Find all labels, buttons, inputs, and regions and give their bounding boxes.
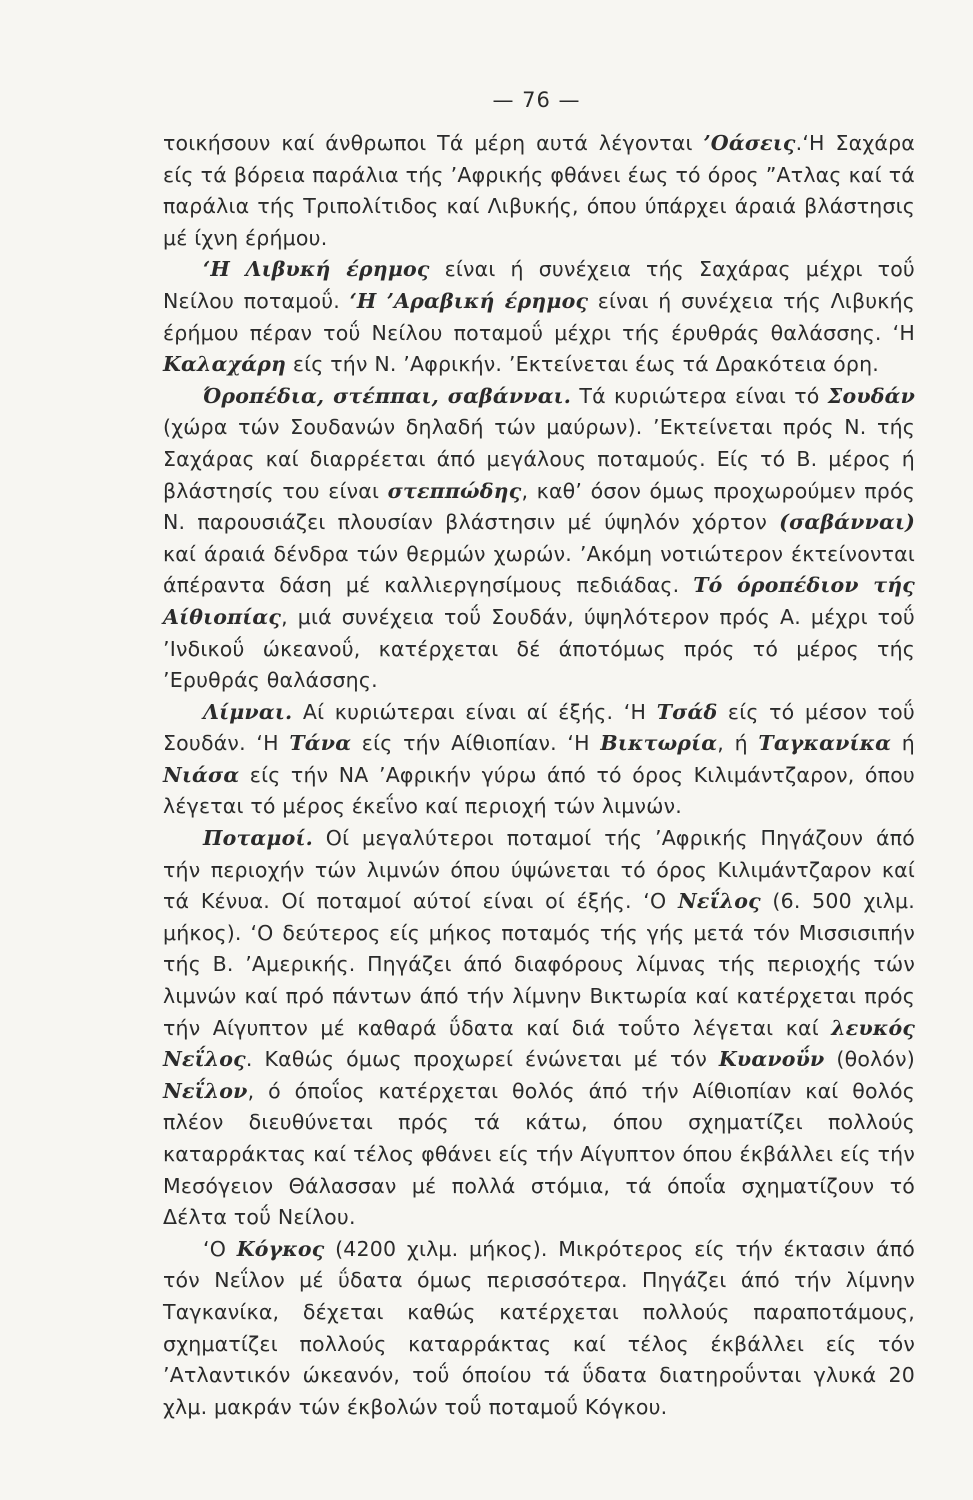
body-text xyxy=(163,128,915,1423)
paragraph-p4 xyxy=(163,697,915,823)
text-run: Αί κυριώτεραι είναι αί έξής. ‘Η xyxy=(292,699,657,724)
emphasized-term: Κόγκος xyxy=(236,1236,325,1261)
text-run: είναι ή συνέχεια τής Λιβυκής έρήμου πέραν τοΰ Νείλου ποταμοΰ μέχρι τής έρυθράς θαλάσσης. ‘Η xyxy=(163,288,915,345)
text-run: (6. 500 χιλμ. μήκος). ‘Ο δεύτερος είς μήκος ποταμός τής γής μετά τόν Μισσισιπήν τής Β. ’Αμερικής. Πηγάζει άπό διαφόρους λίμνας τής περιοχής τών λιμνών καί πρό πάντων άπό τήν λίμνην Βικτωρία καί κατέρχεται πρός τήν Αίγυπτον μέ καθαρά ΰδατα καί διά τοΰτο λέγεται καί xyxy=(163,889,915,1040)
text-run: τοικήσουν καί άνθρωποι Τά μέρη αυτά λέγονται xyxy=(163,131,704,155)
emphasized-term: Ποταμοί. xyxy=(203,826,313,851)
text-run: είς τήν ΝΑ ’Αφρικήν γύρω άπό τό όρος Κιλιμάντζαρον, όπου λέγεται τό μέρος έκεΐνο καί περιοχή τών λιμνών. xyxy=(163,762,915,819)
emphasized-term: Νεΐλος xyxy=(677,889,761,914)
text-run: .‘Η Σαχάρα είς τά βόρεια παράλια τής ’Αφρικής φθάνει έως τό όρος ”Ατλας καί τά παράλια τής Τριπολίτιδος καί Λιβυκής, όπου ύπάρχει άραιά βλάστησις μέ ίχνη έρήμου. xyxy=(163,131,916,250)
paragraph-p1 xyxy=(163,128,915,254)
emphasized-term: Λίμναι. xyxy=(203,699,293,724)
emphasized-term: (σαβάνναι) xyxy=(779,510,915,535)
emphasized-term: Τό όροπέδιον τής Αίθιοπίας xyxy=(163,573,915,629)
text-run: (χώρα τών Σουδανών δηλαδή τών μαύρων). ’Εκτείνεται πρός Ν. τής Σαχάρας καί διαρρέεται άπό μεγάλους ποταμούς. Είς τό Β. μέρος ή βλάστησίς του είναι xyxy=(163,415,915,503)
emphasized-term: Ταγκανίκα xyxy=(758,731,892,756)
emphasized-term: στεππώδης xyxy=(387,478,522,503)
text-run: , καθ’ όσον όμως προχωρούμεν πρός Ν. παρουσιάζει πλουσίαν βλάστησιν μέ ύψηλόν χόρτον xyxy=(163,478,915,535)
emphasized-term: Βικτωρία xyxy=(600,731,718,756)
text-run: ή xyxy=(891,731,915,756)
text-run: Οί μεγαλύτεροι ποταμοί τής ’Αφρικής Πηγάζουν άπό τήν περιοχήν τών λιμνών όπου ύψώνεται τό όρος Κιλιμάντζαρον καί τά Κένυα. Οί ποταμοί αύτοί είναι οί έξής. ‘Ο xyxy=(163,826,915,914)
text-run: καί άραιά δένδρα τών θερμών χωρών. ’Ακόμη νοτιώτερον έκτείνονται άπέραντα δάση μέ καλλιεργησίμους πεδιάδας. xyxy=(163,541,915,598)
emphasized-term: λευκός Νεΐλος xyxy=(163,1015,915,1072)
text-run: είς τό μέσον τοΰ Σουδάν. ‘Η xyxy=(163,699,915,756)
emphasized-term: ‘Η ’Αραβική έρημος xyxy=(349,288,589,313)
text-run: είς τήν Ν. ’Αφρικήν. ’Εκτείνεται έως τά Δρακότεια όρη. xyxy=(286,352,880,377)
text-run: , ό όποΐος κατέρχεται θολός άπό τήν Αίθιοπίαν καί θολός πλέον διευθύνεται πρός τά κάτω, όπου σχηματίζει πολλούς καταρράκτας καί τέλος φθάνει είς τήν Αίγυπτον όπου έκβάλλει είς τήν Μεσόγειον Θάλασσαν μέ πολλά στόμια, τά όποΐα σχηματίζουν τό Δέλτα τοΰ Νείλου. xyxy=(163,1078,915,1230)
text-run: (4200 χιλμ. μήκος). Μικρότερος είς τήν έκτασιν άπό τόν Νεΐλον μέ ΰδατα όμως περισσότερα. Πηγάζει άπό τήν λίμνην Ταγκανίκα, δέχεται καθώς κατέρχεται πολλούς παραποτάμους, σχηματίζει πολλούς καταρράκτας καί τέλος έκβάλλει είς τόν ’Ατλαντικόν ώκεανόν, τοΰ όποίου τά ΰδατα διατηροΰνται γλυκά 20 χλμ. μακράν τών έκβολών τοΰ ποταμοΰ Κόγκου. xyxy=(163,1236,915,1419)
emphasized-term: Καλαχάρη xyxy=(163,352,287,377)
text-run: είς τήν Αίθιοπίαν. ‘Η xyxy=(351,731,601,756)
text-run: . Καθώς όμως προχωρεί ένώνεται μέ τόν xyxy=(245,1047,719,1072)
emphasized-term: Τάνα xyxy=(289,731,352,756)
emphasized-term: Όροπέδια, στέππαι, σαβάνναι. xyxy=(203,383,572,408)
emphasized-term: Σουδάν xyxy=(827,383,916,408)
emphasized-term: Τσάδ xyxy=(656,699,718,724)
page-number: — 76 — xyxy=(492,88,581,112)
emphasized-term: ‘Η Λιβυκή έρημος xyxy=(203,257,430,282)
paragraph-p3 xyxy=(163,381,915,697)
text-run: , ή xyxy=(717,731,759,756)
text-run: είναι ή συνέχεια τής Σαχάρας μέχρι τοΰ Νείλου ποταμοΰ. xyxy=(163,257,915,313)
emphasized-term: Νεΐλον xyxy=(163,1078,248,1103)
paragraph-p6 xyxy=(163,1234,915,1424)
text-run: (θολόν) xyxy=(824,1047,915,1072)
emphasized-term: Κυανοΰν xyxy=(718,1047,825,1072)
emphasized-term: ’Οάσεις xyxy=(703,131,796,155)
emphasized-term: Νιάσα xyxy=(163,762,240,787)
text-run: ‘Ο xyxy=(203,1236,237,1261)
text-run: Τά κυριώτερα είναι τό xyxy=(571,383,828,408)
paragraph-p2 xyxy=(163,254,915,380)
paragraph-p5 xyxy=(163,823,915,1234)
text-run: , μιά συνέχεια τοΰ Σουδάν, ύψηλότερον πρός Α. μέχρι τοΰ ’Ινδικοΰ ώκεανοΰ, κατέρχεται δέ άποτόμως πρός τό μέρος τής ’Ερυθράς θαλάσσης. xyxy=(163,604,915,693)
